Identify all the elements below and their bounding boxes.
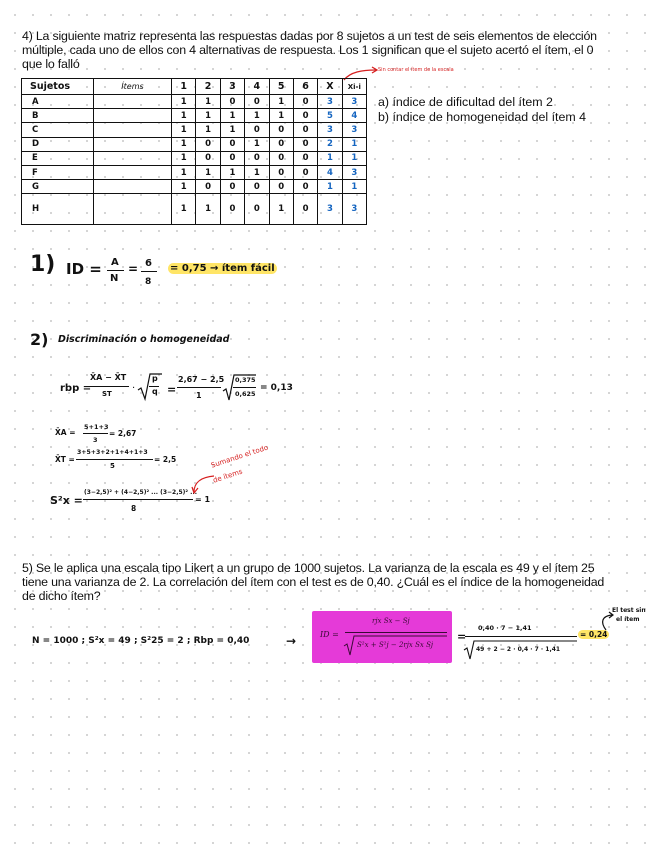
xa-line bbox=[83, 433, 108, 434]
rbp-val-root-num: 0,375 bbox=[235, 376, 256, 384]
xa-den: 3 bbox=[93, 436, 98, 444]
total-cell: 3 bbox=[342, 194, 366, 225]
rbp-dot: · bbox=[132, 383, 136, 394]
response-cell: 0 bbox=[269, 123, 293, 137]
header-col: 1 bbox=[172, 79, 196, 95]
sol5-note-1: El test sin bbox=[612, 607, 646, 614]
response-cell: 0 bbox=[245, 180, 269, 194]
response-cell: 0 bbox=[245, 123, 269, 137]
xt-result: = 2,5 bbox=[154, 455, 177, 464]
subject-label: A bbox=[22, 95, 94, 109]
response-cell: 0 bbox=[269, 180, 293, 194]
s2-num: (3−2,5)² + (4−2,5)² ... (3−2,5)² ... bbox=[84, 489, 197, 496]
subject-label: E bbox=[22, 151, 94, 165]
table-row bbox=[22, 123, 367, 137]
rbp-val-root-line bbox=[233, 387, 256, 388]
sol5-calc-den: 49 + 2 − 2 · 0,4 · 7 · 1,41 bbox=[476, 646, 561, 653]
rbp-frac-num: X̄A − X̄T bbox=[90, 373, 127, 382]
q4-sub-b: b) índice de homogeneidad del ítem 4 bbox=[378, 110, 587, 124]
total-cell: 1 bbox=[342, 137, 366, 151]
total-cell: 3 bbox=[318, 95, 342, 109]
table-row bbox=[22, 151, 367, 165]
total-cell: 3 bbox=[318, 123, 342, 137]
items-spacer-cell bbox=[94, 151, 172, 165]
table-row bbox=[22, 95, 367, 109]
sol1-frac1-den: N bbox=[110, 273, 119, 284]
table-row bbox=[22, 180, 367, 194]
response-cell: 0 bbox=[293, 109, 317, 123]
total-cell: 1 bbox=[342, 151, 366, 165]
header-col: 3 bbox=[220, 79, 244, 95]
formula-line bbox=[345, 632, 447, 633]
q5-line-3: de dicho ítem? bbox=[22, 589, 101, 603]
rbp-eq: = bbox=[167, 383, 177, 396]
response-cell: 0 bbox=[293, 180, 317, 194]
total-cell: 1 bbox=[342, 180, 366, 194]
response-cell: 0 bbox=[293, 123, 317, 137]
xa-num: 5+1+3 bbox=[84, 423, 109, 431]
items-spacer-cell bbox=[94, 137, 172, 151]
rbp-val-num: 2,67 − 2,5 bbox=[178, 375, 225, 384]
header-items: Ítems bbox=[94, 79, 172, 95]
q4-sub-a: a) índice de dificultad del ítem 2 bbox=[378, 95, 553, 109]
xt-lhs: X̄T = bbox=[55, 455, 75, 464]
table-row bbox=[22, 137, 367, 151]
subject-label: D bbox=[22, 137, 94, 151]
items-spacer-cell bbox=[94, 109, 172, 123]
response-cell: 1 bbox=[245, 165, 269, 179]
total-cell: 4 bbox=[318, 165, 342, 179]
sol5-result-highlight: = 0,24 bbox=[580, 630, 608, 639]
subject-label: F bbox=[22, 165, 94, 179]
response-cell: 0 bbox=[269, 165, 293, 179]
table-red-note: Sin contar el ítem de la escala bbox=[378, 67, 454, 73]
response-cell: 0 bbox=[220, 180, 244, 194]
total-cell: 1 bbox=[318, 151, 342, 165]
response-cell: 1 bbox=[269, 194, 293, 225]
xt-den: 5 bbox=[110, 462, 115, 470]
response-cell: 0 bbox=[220, 151, 244, 165]
response-cell: 0 bbox=[293, 95, 317, 109]
items-spacer-cell bbox=[94, 95, 172, 109]
s2-line bbox=[83, 499, 193, 500]
response-cell: 1 bbox=[196, 165, 220, 179]
xt-num: 3+5+3+2+1+4+1+3 bbox=[77, 449, 148, 456]
sol1-result-highlight: = 0,75 → ítem fácil bbox=[170, 263, 275, 274]
total-cell: 3 bbox=[342, 123, 366, 137]
response-cell: 1 bbox=[269, 95, 293, 109]
header-col: Xi-i bbox=[342, 79, 366, 95]
response-cell: 1 bbox=[172, 180, 196, 194]
header-col: 5 bbox=[269, 79, 293, 95]
response-cell: 1 bbox=[172, 194, 196, 225]
rbp-result: = 0,13 bbox=[260, 383, 293, 393]
table-row bbox=[22, 165, 367, 179]
response-cell: 0 bbox=[220, 95, 244, 109]
header-col: X bbox=[318, 79, 342, 95]
response-cell: 1 bbox=[172, 109, 196, 123]
response-cell: 0 bbox=[293, 194, 317, 225]
response-cell: 1 bbox=[220, 165, 244, 179]
subject-label: G bbox=[22, 180, 94, 194]
rbp-root-num: p bbox=[152, 374, 158, 383]
sol2-title: Discriminación o homogeneidad bbox=[58, 334, 230, 345]
rbp-val-line bbox=[177, 387, 221, 388]
subject-label: C bbox=[22, 123, 94, 137]
sol1-lhs: ID = bbox=[66, 260, 102, 278]
q4-subquestions bbox=[378, 95, 586, 125]
sol5-calc-num: 0,40 · 7 − 1,41 bbox=[478, 624, 532, 632]
s2-red-note-1: Sumando el todo bbox=[210, 443, 270, 470]
formula-den: S²x + S²j − 2rjx Sx Sj bbox=[357, 641, 434, 649]
table-row bbox=[22, 194, 367, 225]
response-matrix-table bbox=[21, 78, 367, 225]
response-cell: 1 bbox=[269, 109, 293, 123]
xa-lhs: X̄A = bbox=[55, 428, 76, 437]
response-cell: 0 bbox=[196, 180, 220, 194]
response-cell: 1 bbox=[172, 95, 196, 109]
rbp-val-den: 1 bbox=[196, 391, 202, 400]
response-cell: 0 bbox=[269, 137, 293, 151]
formula-num: rjx Sx − Sj bbox=[372, 617, 410, 625]
sol5-eq: = bbox=[457, 630, 467, 643]
sol5-calc-line bbox=[465, 636, 577, 637]
response-cell: 0 bbox=[220, 194, 244, 225]
table-header-row bbox=[22, 79, 367, 95]
rbp-frac-den: ST bbox=[102, 390, 112, 398]
header-col: 6 bbox=[293, 79, 317, 95]
response-cell: 0 bbox=[293, 165, 317, 179]
sol5-arrow: → bbox=[286, 634, 297, 648]
subject-label: H bbox=[22, 194, 94, 225]
response-cell: 1 bbox=[196, 95, 220, 109]
arrow-icon bbox=[596, 612, 616, 632]
sol1-frac1-num: A bbox=[111, 257, 119, 268]
sol2-number: 2) bbox=[30, 330, 49, 349]
response-cell: 0 bbox=[196, 137, 220, 151]
sol1-frac1-line bbox=[107, 270, 124, 271]
sol1-eq: = bbox=[128, 262, 139, 276]
response-cell: 0 bbox=[269, 151, 293, 165]
total-cell: 3 bbox=[342, 165, 366, 179]
rbp-lhs: rbp = bbox=[60, 383, 92, 394]
header-subjects: Sujetos bbox=[22, 79, 94, 95]
total-cell: 2 bbox=[318, 137, 342, 151]
s2-result: = 1 bbox=[195, 495, 211, 504]
q4-line-2: múltiple, cada uno de ellos con 4 alternativas de respuesta. Los 1 significan que el sujeto acertó el ítem, el 0 bbox=[22, 43, 594, 57]
response-cell: 1 bbox=[172, 151, 196, 165]
total-cell: 5 bbox=[318, 109, 342, 123]
response-cell: 0 bbox=[245, 95, 269, 109]
subject-label: B bbox=[22, 109, 94, 123]
response-cell: 0 bbox=[245, 194, 269, 225]
response-cell: 1 bbox=[245, 137, 269, 151]
xt-line bbox=[76, 459, 153, 460]
response-cell: 1 bbox=[172, 165, 196, 179]
header-col: 4 bbox=[245, 79, 269, 95]
xa-result: = 2,67 bbox=[109, 429, 137, 438]
sol1-frac2-line bbox=[141, 271, 157, 272]
sol5-given: N = 1000 ; S²x = 49 ; S²25 = 2 ; Rbp = 0,40 bbox=[32, 636, 250, 646]
response-cell: 0 bbox=[293, 151, 317, 165]
response-cell: 0 bbox=[293, 137, 317, 151]
response-cell: 1 bbox=[196, 109, 220, 123]
formula-lhs: ID = bbox=[320, 630, 339, 639]
sol1-frac2-num: 6 bbox=[145, 258, 152, 269]
response-cell: 0 bbox=[196, 151, 220, 165]
total-cell: 4 bbox=[342, 109, 366, 123]
response-cell: 1 bbox=[220, 109, 244, 123]
table-row bbox=[22, 109, 367, 123]
q4-line-3: que lo falló bbox=[22, 57, 80, 71]
sol1-frac2-den: 8 bbox=[145, 277, 152, 287]
q5-line-2: tiene una varianza de 2. La correlación del ítem con el test es de 0,40. ¿Cuál es el índice de la homogeneidad bbox=[22, 575, 605, 589]
sol1-result bbox=[168, 263, 277, 274]
response-cell: 1 bbox=[172, 137, 196, 151]
sol1-number: 1) bbox=[30, 252, 56, 277]
total-cell: 3 bbox=[342, 95, 366, 109]
response-cell: 1 bbox=[196, 123, 220, 137]
items-spacer-cell bbox=[94, 180, 172, 194]
s2-lhs: S²x = bbox=[50, 494, 83, 507]
q5-line-1: 5) Se le aplica una escala tipo Likert a un grupo de 1000 sujetos. La varianza de la escala es 49 y el ítem 25 bbox=[22, 561, 595, 575]
response-cell: 0 bbox=[220, 137, 244, 151]
s2-red-note-2: de ítems bbox=[212, 467, 244, 485]
total-cell: 3 bbox=[318, 194, 342, 225]
rbp-root-den: q bbox=[152, 387, 158, 396]
response-cell: 1 bbox=[196, 194, 220, 225]
s2-den: 8 bbox=[131, 504, 137, 513]
header-col: 2 bbox=[196, 79, 220, 95]
q4-line-1: 4) La siguiente matriz representa las respuestas dadas por 8 sujetos a un test de seis elementos de elección bbox=[22, 29, 597, 43]
items-spacer-cell bbox=[94, 123, 172, 137]
items-spacer-cell bbox=[94, 194, 172, 225]
response-cell: 1 bbox=[220, 123, 244, 137]
response-cell: 1 bbox=[172, 123, 196, 137]
sqrt-icon bbox=[137, 372, 163, 402]
rbp-val-root-den: 0,625 bbox=[235, 390, 256, 398]
response-cell: 0 bbox=[245, 151, 269, 165]
rbp-frac-line bbox=[89, 386, 129, 387]
total-cell: 1 bbox=[318, 180, 342, 194]
sol5-note-2: el ítem bbox=[616, 616, 640, 623]
items-spacer-cell bbox=[94, 165, 172, 179]
response-cell: 1 bbox=[245, 109, 269, 123]
